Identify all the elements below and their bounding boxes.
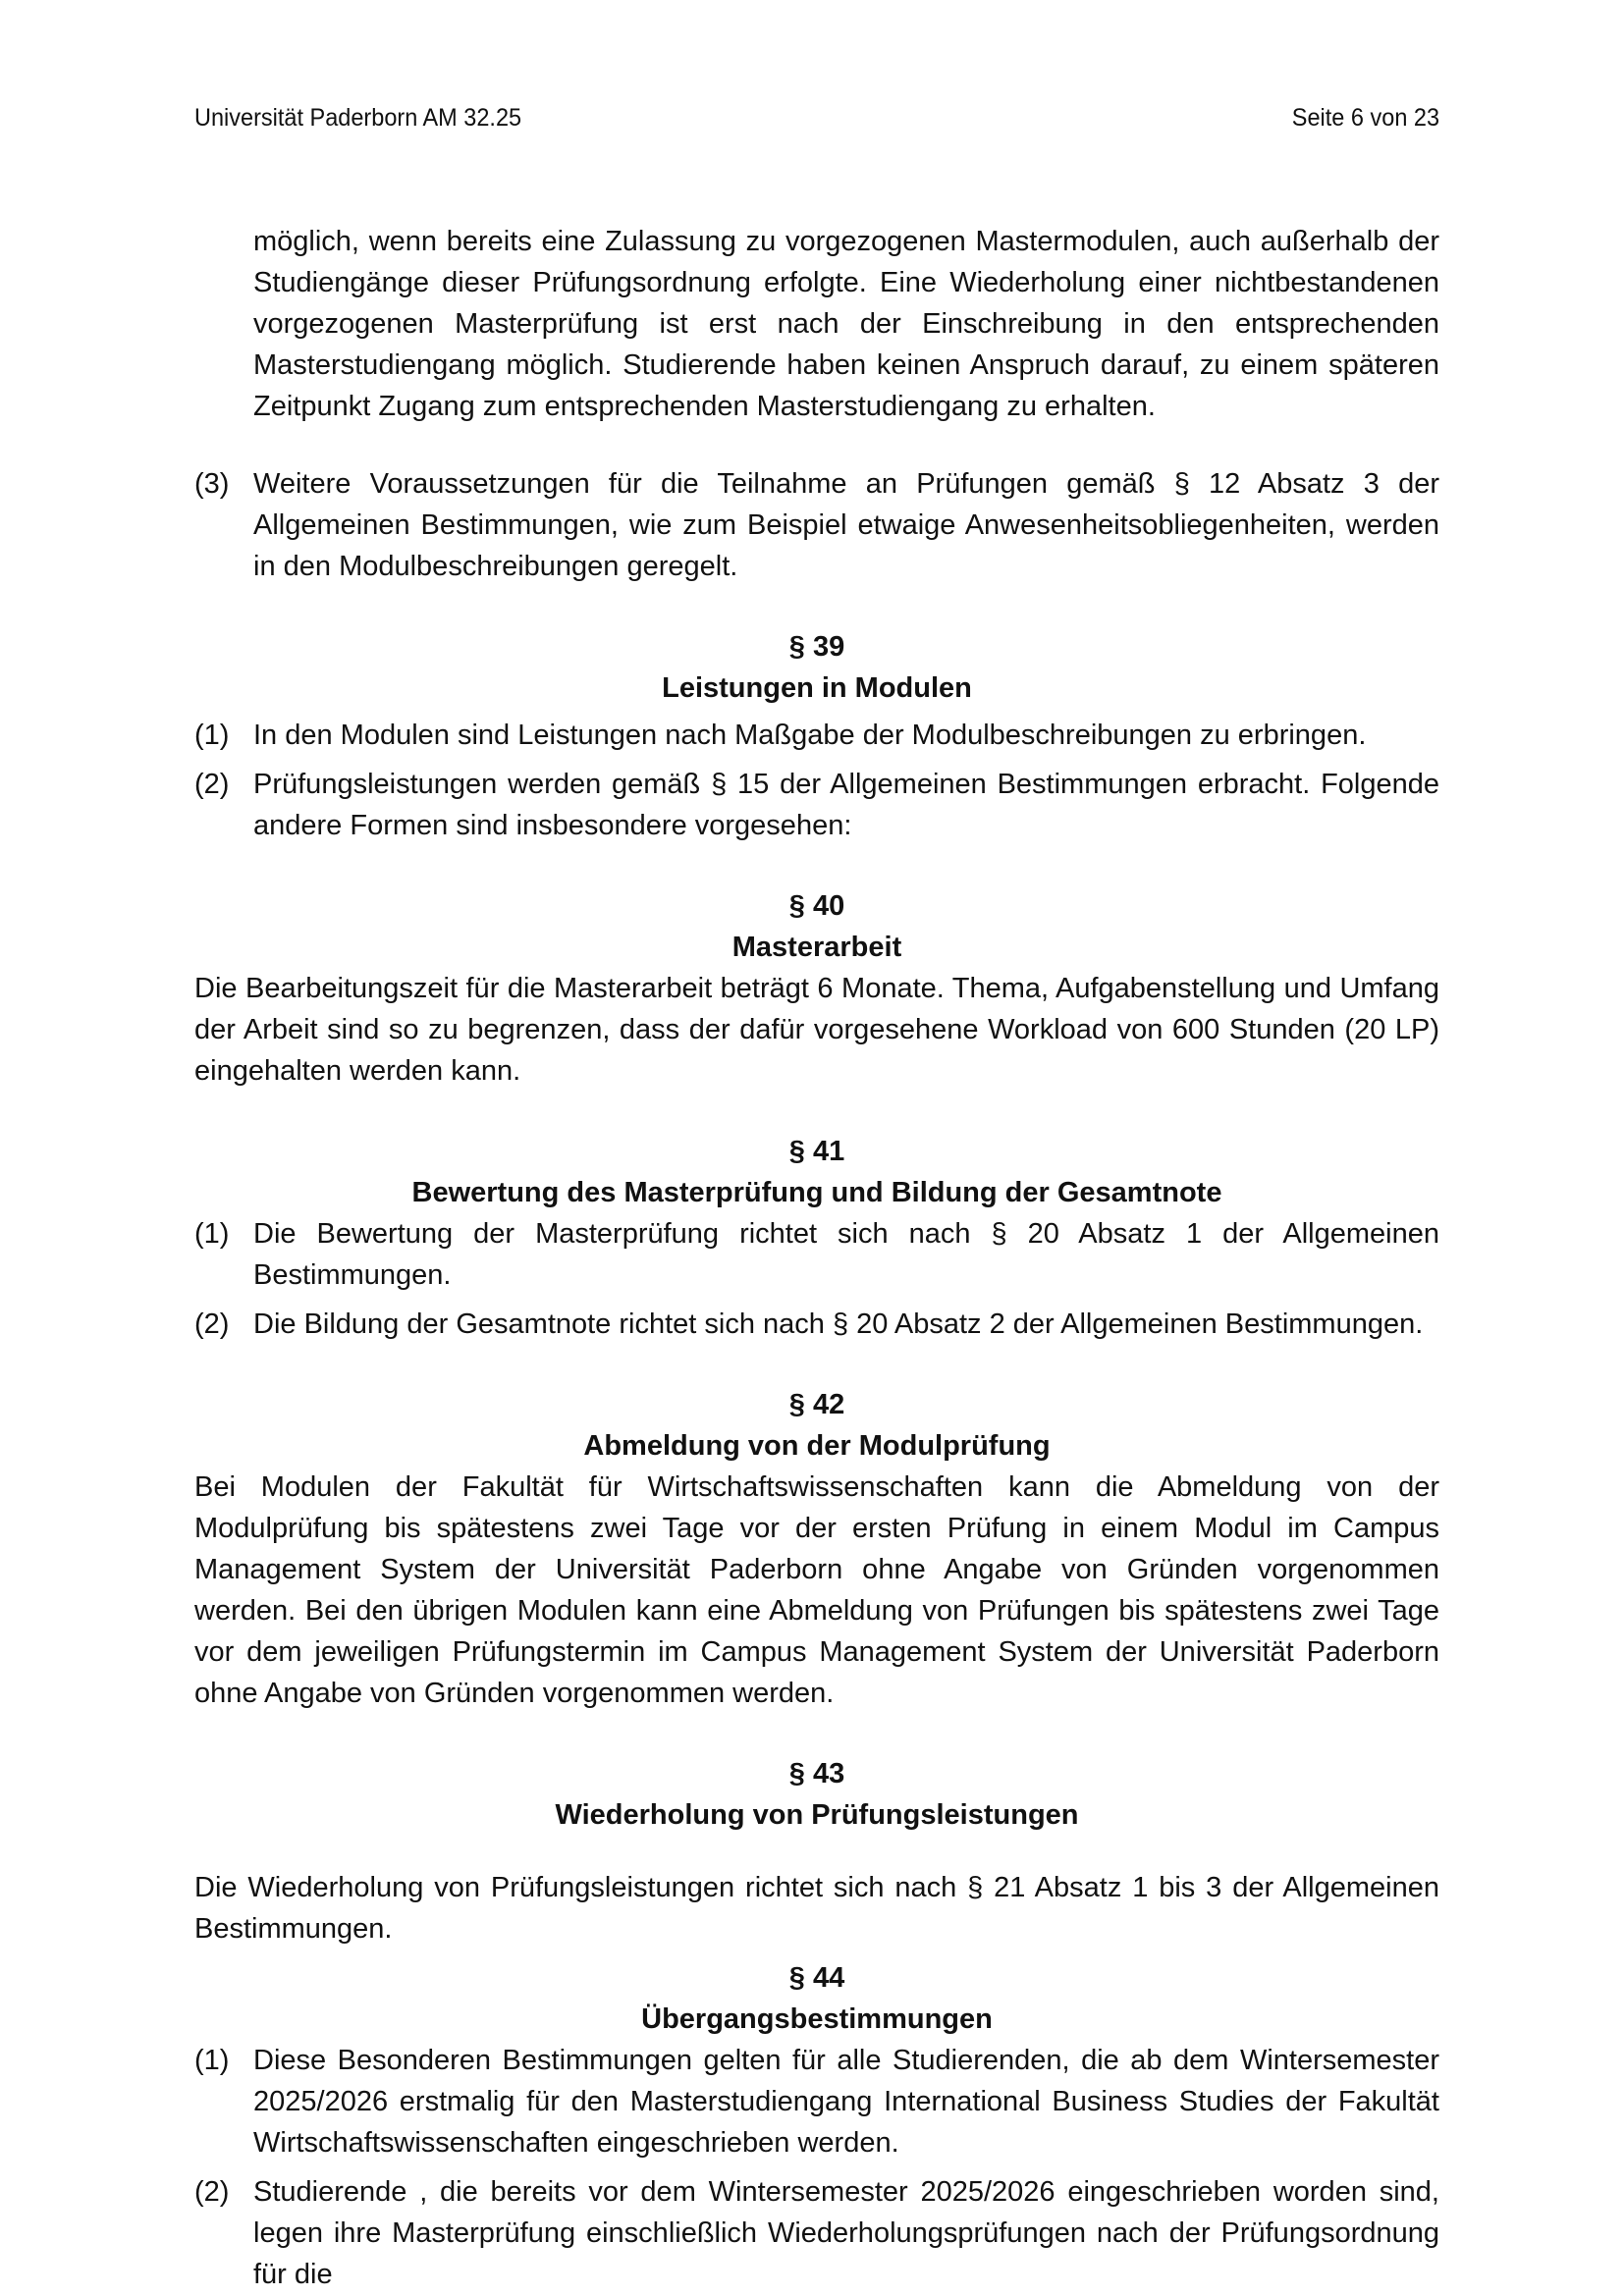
- section-number-41: § 41: [788, 1136, 845, 1167]
- item-text: Weitere Voraussetzungen für die Teilnahme an Prüfungen gemäß § 12 Absatz 3 der Allgemeinen Bestimmungen, wie zum Beispiel etwaige Anwesenheitsobliegenheiten, werden in den Modulbeschreibungen geregelt.: [253, 468, 1439, 582]
- item-text: Prüfungsleistungen werden gemäß § 15 der Allgemeinen Bestimmungen erbracht. Folgende andere Formen sind insbesondere vorgesehen:: [253, 769, 1439, 841]
- item-text: Die Bewertung der Masterprüfung richtet sich nach § 20 Absatz 1 der Allgemeinen Bestimmungen.: [253, 1218, 1439, 1291]
- section-title-42: Abmeldung von der Modulprüfung: [583, 1430, 1051, 1462]
- section-number-39: § 39: [788, 631, 845, 663]
- item-number: (2): [194, 1308, 230, 1340]
- section-number-44: § 44: [788, 1962, 845, 1994]
- section-title-40: Masterarbeit: [731, 932, 902, 963]
- item-text: Diese Besonderen Bestimmungen gelten für alle Studierenden, die ab dem Wintersemester 2025/2026 erstmalig für den Masterstudiengang International Business Studies der Fakultät Wirtschaftswissenschaften eingeschrieben werden.: [253, 2045, 1439, 2159]
- list-item: [194, 1213, 1439, 1296]
- list-item: [194, 764, 1439, 846]
- section-text-40: Die Bearbeitungszeit für die Masterarbeit beträgt 6 Monate. Thema, Aufgabenstellung und Umfang der Arbeit sind so zu begrenzen, dass der dafür vorgesehene Workload von 600 Stunden (20 LP) eingehalten werden kann.: [194, 973, 1439, 1087]
- section-text-42: Bei Modulen der Fakultät für Wirtschaftswissenschaften kann die Abmeldung von der Modulprüfung bis spätestens zwei Tage vor der ersten Prüfung in einem Modul im Campus Management System der Universität Paderborn ohne Angabe von Gründen vorgenommen werden. Bei den übrigen Modulen kann eine Abmeldung von Prüfungen bis spätestens zwei Tage vor dem jeweiligen Prüfungstermin im Campus Management System der Universität Paderborn ohne Angabe von Gründen vorgenommen werden.: [194, 1471, 1439, 1709]
- item-number: (2): [194, 2176, 230, 2208]
- item-number: (2): [194, 769, 230, 800]
- item-number: (1): [194, 1218, 230, 1250]
- section-number-40: § 40: [788, 890, 845, 922]
- item-text: Studierende , die bereits vor dem Wintersemester 2025/2026 eingeschrieben worden sind, legen ihre Masterprüfung einschließlich Wiederholungsprüfungen nach der Prüfungsordnung für die: [253, 2176, 1439, 2290]
- section-title-41: Bewertung des Masterprüfung und Bildung der Gesamtnote: [411, 1177, 1222, 1208]
- list-item: [194, 715, 1439, 756]
- list-item: [194, 2171, 1439, 2295]
- item-number: (1): [194, 2045, 230, 2076]
- section-title-44: Übergangsbestimmungen: [641, 2003, 993, 2035]
- section-number-43: § 43: [788, 1758, 845, 1789]
- section-number-42: § 42: [788, 1389, 845, 1420]
- item-text: Die Bildung der Gesamtnote richtet sich nach § 20 Absatz 2 der Allgemeinen Bestimmungen.: [253, 1308, 1424, 1340]
- section-text-43: Die Wiederholung von Prüfungsleistungen richtet sich nach § 21 Absatz 1 bis 3 der Allgemeinen Bestimmungen.: [194, 1872, 1439, 1945]
- header-page-number: Seite 6 von 23: [1291, 104, 1440, 132]
- item-number: (1): [194, 720, 230, 751]
- section-title-39: Leistungen in Modulen: [662, 672, 972, 704]
- list-item: [194, 1304, 1439, 1345]
- section-title-43: Wiederholung von Prüfungsleistungen: [555, 1799, 1079, 1831]
- page-header: [194, 102, 1439, 133]
- item-number: (3): [194, 468, 230, 500]
- list-item: [194, 2040, 1439, 2163]
- list-item: [194, 463, 1439, 587]
- document-body: [194, 192, 1439, 2295]
- header-document-id: Universität Paderborn AM 32.25: [194, 104, 522, 132]
- intro-continuation: möglich, wenn bereits eine Zulassung zu vorgezogenen Mastermodulen, auch außerhalb der Studiengänge dieser Prüfungsordnung erfolgte. Eine Wiederholung einer nichtbestandenen vorgezogenen Masterprüfung ist erst nach der Einschreibung in den entsprechenden Masterstudiengang möglich. Studierende haben keinen Anspruch darauf, zu einem späteren Zeitpunkt Zugang zum entsprechenden Masterstudiengang zu erhalten.: [253, 226, 1439, 422]
- item-text: In den Modulen sind Leistungen nach Maßgabe der Modulbeschreibungen zu erbringen.: [253, 720, 1367, 751]
